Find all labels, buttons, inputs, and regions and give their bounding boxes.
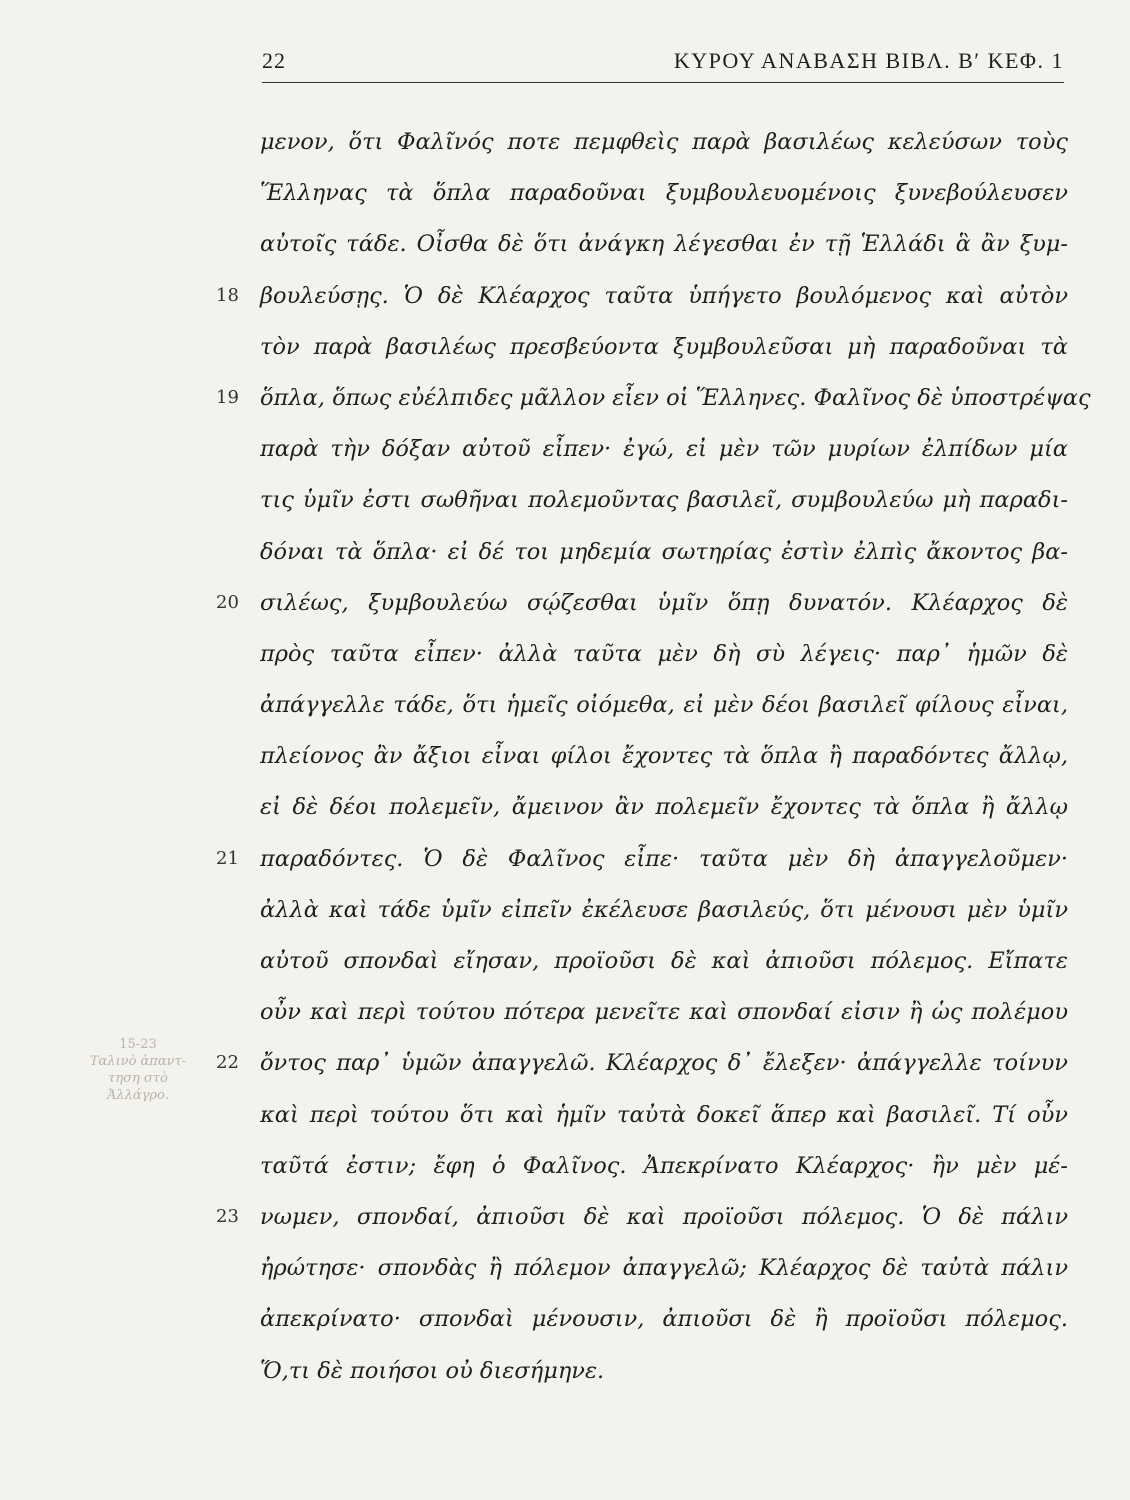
line-text: τὸν παρὰ βασιλέως πρεσβεύοντα ξυμβουλεῦσαι μὴ παραδοῦναι τὰ bbox=[260, 333, 1068, 360]
margin-note-line: Ἀλλάγρο. bbox=[106, 1088, 170, 1103]
text-line bbox=[260, 785, 1068, 836]
text-line bbox=[260, 683, 1068, 734]
line-text: νωμεν, σπονδαί, ἀπιοῦσι δὲ καὶ προϊοῦσι πόλεμος. Ὁ δὲ πάλιν bbox=[260, 1203, 1068, 1230]
text-line bbox=[260, 1144, 1068, 1195]
line-text: δόναι τὰ ὅπλα· εἰ δέ τοι μηδεμία σωτηρίας ἐστὶν ἐλπὶς ἄκοντος βα- bbox=[260, 538, 1068, 565]
line-text: ὄντος παρ᾽ ὑμῶν ἀπαγγελῶ. Κλέαρχος δ᾽ ἔλεξεν· ἀπάγγελλε τοίνυν bbox=[260, 1050, 1068, 1077]
text-line bbox=[260, 120, 1068, 171]
line-text: ταῦτά ἐστιν; ἔφη ὁ Φαλῖνος. Ἀπεκρίνατο Κλέαρχος· ἢν μὲν μέ- bbox=[260, 1152, 1068, 1179]
text-line bbox=[260, 427, 1068, 478]
page-number: 22 bbox=[262, 48, 286, 73]
line-number: 20 bbox=[216, 591, 239, 613]
line-number: 18 bbox=[216, 284, 239, 306]
margin-note-line: Ταλινὸ ἀπαντ- bbox=[89, 1054, 187, 1069]
text-line bbox=[260, 325, 1068, 376]
line-text: πλείονος ἂν ἄξιοι εἶναι φίλοι ἔχοντες τὰ ὅπλα ἢ παραδόντες ἄλλῳ, bbox=[260, 743, 1068, 770]
line-number: 23 bbox=[216, 1205, 239, 1227]
text-line bbox=[260, 222, 1068, 273]
margin-note-ref: 15-23 bbox=[119, 1037, 157, 1052]
text-line bbox=[260, 1349, 1068, 1400]
line-number: 22 bbox=[216, 1052, 239, 1074]
line-text: τις ὑμῖν ἐστι σωθῆναι πολεμοῦντας βασιλεῖ, συμβουλεύω μὴ παραδι- bbox=[260, 487, 1068, 514]
line-text: παραδόντες. Ὁ δὲ Φαλῖνος εἶπε· ταῦτα μὲν δὴ ἀπαγγελοῦμεν· bbox=[260, 845, 1068, 872]
line-text: σιλέως, ξυμβουλεύω σῴζεσθαι ὑμῖν ὅπῃ δυνατόν. Κλέαρχος δὲ bbox=[260, 589, 1068, 616]
text-line bbox=[260, 734, 1068, 785]
text-line bbox=[216, 376, 1091, 427]
margin-note bbox=[76, 1036, 200, 1104]
line-number: 21 bbox=[216, 847, 239, 869]
line-text: καὶ περὶ τούτου ὅτι καὶ ἡμῖν ταὐτὰ δοκεῖ ἅπερ καὶ βασιλεῖ. Τί οὖν bbox=[260, 1101, 1068, 1128]
line-text: Ἕλληνας τὰ ὅπλα παραδοῦναι ξυμβουλευομένοις ξυνεβούλευσεν bbox=[260, 180, 1068, 207]
line-text: παρὰ τὴν δόξαν αὐτοῦ εἶπεν· ἐγώ, εἰ μὲν τῶν μυρίων ἐλπίδων μία bbox=[260, 436, 1068, 463]
text-line bbox=[260, 632, 1068, 683]
line-text: αὐτοῦ σπονδαὶ εἴησαν, προϊοῦσι δὲ καὶ ἀπιοῦσι πόλεμος. Εἴπατε bbox=[260, 948, 1068, 974]
greek-text-block bbox=[216, 120, 1091, 1400]
running-title: ΚΥΡΟΥ ΑΝΑΒΑΣΗ ΒΙΒΛ. Β′ ΚΕΦ. 1 bbox=[673, 48, 1064, 73]
text-line bbox=[216, 1041, 1068, 1092]
text-line bbox=[260, 171, 1068, 222]
text-line bbox=[260, 530, 1068, 581]
line-text: οὖν καὶ περὶ τούτου πότερα μενεῖτε καὶ σπονδαί εἰσιν ἢ ὡς πολέμου bbox=[260, 999, 1068, 1026]
line-text: ἀλλὰ καὶ τάδε ὑμῖν εἰπεῖν ἐκέλευσε βασιλεύς, ὅτι μένουσι μὲν ὑμῖν bbox=[260, 896, 1068, 923]
text-line bbox=[260, 1093, 1068, 1144]
line-text: αὐτοῖς τάδε. Οἶσθα δὲ ὅτι ἀνάγκη λέγεσθαι ἐν τῇ Ἑλλάδι ἃ ἂν ξυμ- bbox=[260, 231, 1068, 258]
line-text: ἠρώτησε· σπονδὰς ἢ πόλεμον ἀπαγγελῶ; Κλέαρχος δὲ ταὐτὰ πάλιν bbox=[260, 1255, 1068, 1282]
text-line bbox=[216, 1195, 1068, 1246]
text-line bbox=[260, 888, 1068, 939]
line-text: πρὸς ταῦτα εἶπεν· ἀλλὰ ταῦτα μὲν δὴ σὺ λέγεις· παρ᾽ ἡμῶν δὲ bbox=[260, 640, 1068, 667]
line-text: βουλεύσῃς. Ὁ δὲ Κλέαρχος ταῦτα ὑπήγετο βουλόμενος καὶ αὐτὸν bbox=[260, 282, 1068, 309]
margin-note-line: τηση στὸ bbox=[108, 1071, 168, 1086]
text-line bbox=[260, 939, 1068, 990]
line-number: 19 bbox=[216, 386, 239, 408]
text-line bbox=[260, 1297, 1068, 1348]
line-text: ὅπλα, ὅπως εὐέλπιδες μᾶλλον εἶεν οἱ Ἕλληνες. Φαλῖνος δὲ ὑποστρέψας bbox=[260, 384, 1091, 411]
text-line bbox=[216, 581, 1068, 632]
text-line bbox=[216, 274, 1068, 325]
text-line bbox=[260, 1246, 1068, 1297]
line-text: ἀπάγγελλε τάδε, ὅτι ἡμεῖς οἰόμεθα, εἰ μὲν δέοι βασιλεῖ φίλους εἶναι, bbox=[260, 692, 1068, 719]
line-text: μενον, ὅτι Φαλῖνός ποτε πεμφθεὶς παρὰ βασιλέως κελεύσων τοὺς bbox=[260, 129, 1068, 155]
line-text: ἀπεκρίνατο· σπονδαὶ μένουσιν, ἀπιοῦσι δὲ ἢ προϊοῦσι πόλεμος. bbox=[260, 1306, 1068, 1333]
text-line bbox=[216, 837, 1068, 888]
line-text: εἰ δὲ δέοι πολεμεῖν, ἄμεινον ἂν πολεμεῖν ἔχοντες τὰ ὅπλα ἢ ἄλλῳ bbox=[260, 794, 1068, 821]
line-text: Ὅ,τι δὲ ποιήσοι οὐ διεσήμηνε. bbox=[260, 1357, 605, 1384]
text-line bbox=[260, 478, 1068, 529]
header-rule bbox=[262, 82, 1064, 83]
text-line bbox=[260, 990, 1068, 1041]
